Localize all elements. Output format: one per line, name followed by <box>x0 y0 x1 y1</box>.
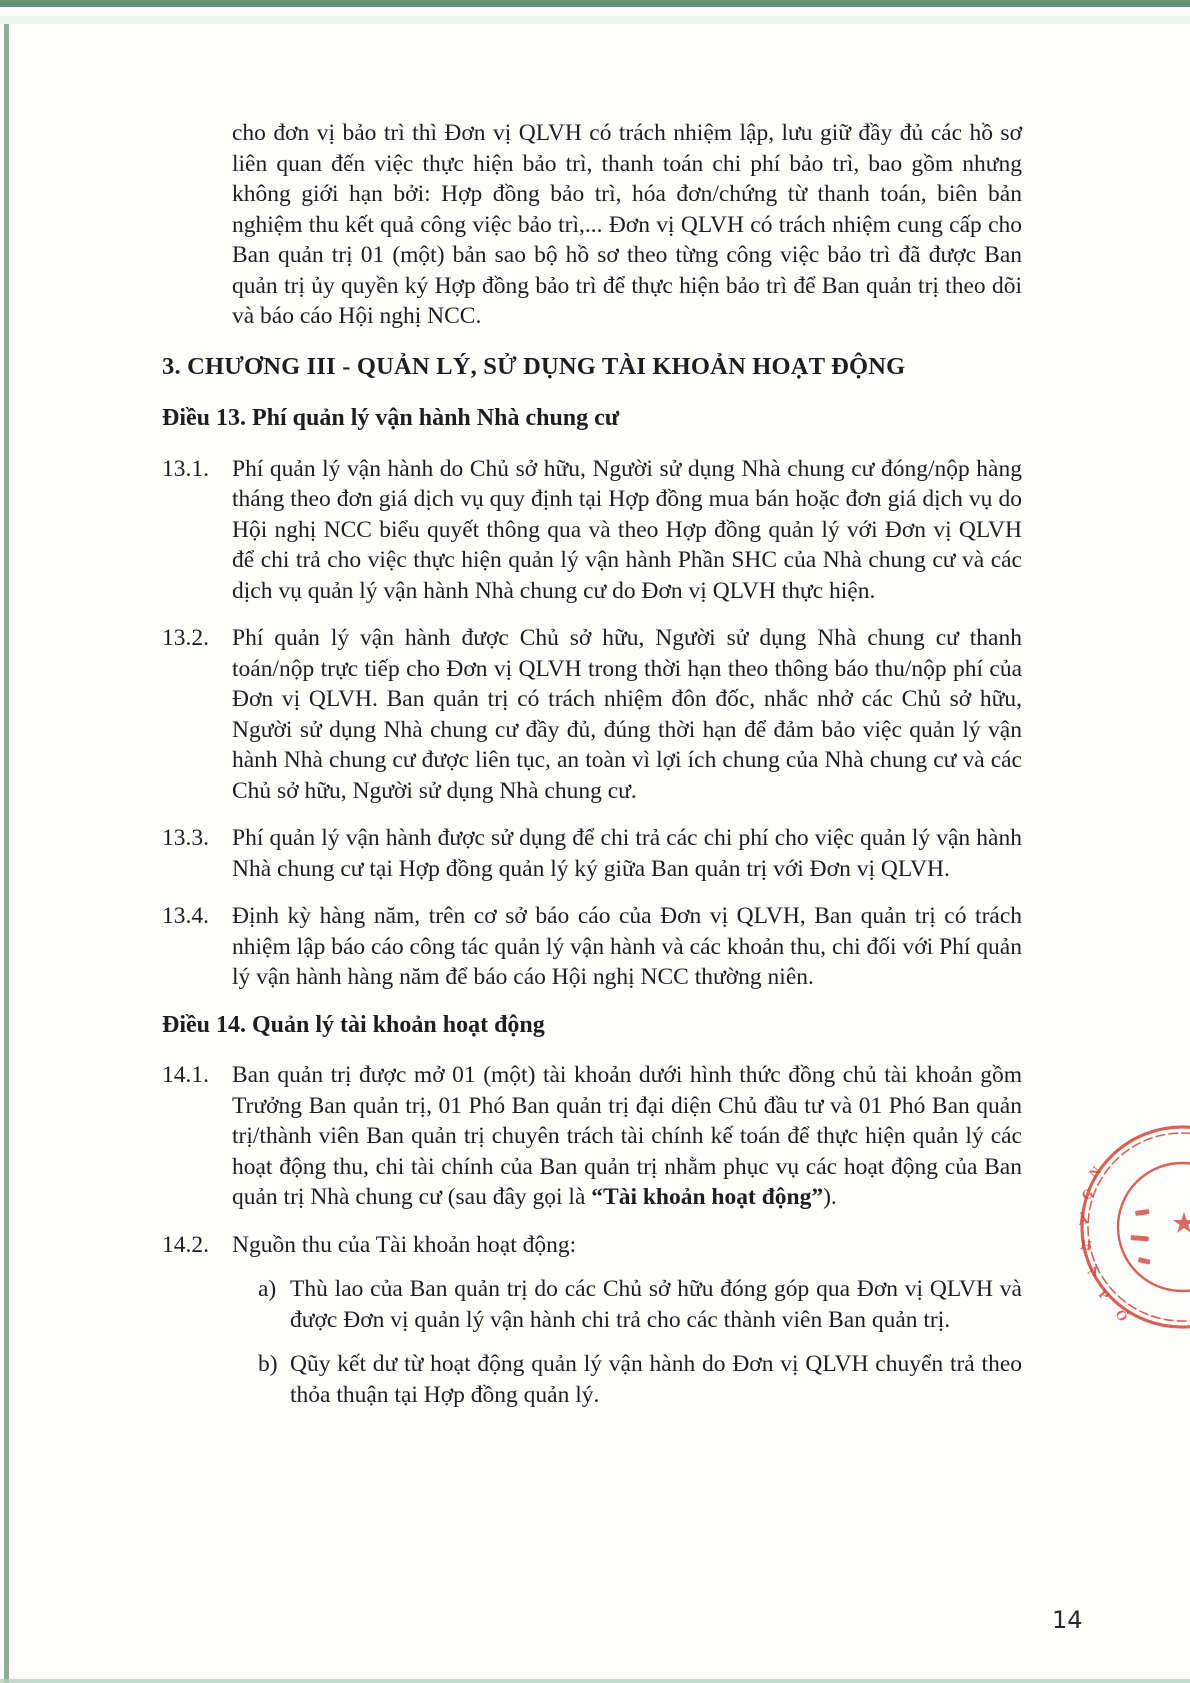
item-number: 14.2. <box>162 1231 209 1258</box>
item-text: Nguồn thu của Tài khoản hoạt động: <box>232 1231 577 1258</box>
item-number: 14.1. <box>162 1062 209 1088</box>
sub-item-label: b) <box>258 1351 278 1377</box>
svg-text:P: P <box>1095 1287 1112 1304</box>
document-body <box>162 118 1022 1427</box>
sub-item-text: Qũy kết dư từ hoạt động quản lý vận hành do Đơn vị QLVH chuyển trả theo thỏa thuận tại Hợp đồng quản lý. <box>290 1351 1022 1408</box>
article-item-13-1 <box>162 454 1022 607</box>
item-text <box>232 1060 1022 1213</box>
scan-artifact-band <box>0 16 1190 24</box>
sub-item-b <box>258 1349 1022 1410</box>
indent-spacer <box>162 1260 232 1410</box>
article-item-14-2 <box>162 1230 1022 1411</box>
intro-paragraph: cho đơn vị bảo trì thì Đơn vị QLVH có trách nhiệm lập, lưu giữ đầy đủ các hồ sơ liên quan đến việc thực hiện bảo trì, thanh toán chi phí bảo trì, bao gồm nhưng không giới hạn bởi: Hợp đồng bảo trì, hóa đơn/chứng từ thanh toán, biên bản nghiệm thu kết quả công việc bảo trì,... Đơn vị QLVH có trách nhiệm cung cấp cho Ban quản trị 01 (một) bản sao bộ hồ sơ theo từng công việc bảo trì đã được Ban quản trị ủy quyền ký Hợp đồng bảo trì để thực hiện bảo trì để Ban quản trị theo dõi và báo cáo Hội nghị NCC. <box>232 120 1022 329</box>
svg-text:H: H <box>1079 1238 1093 1255</box>
article-14-heading: Điều 14. Quản lý tài khoản hoạt động <box>162 1011 545 1038</box>
item-number: 13.2. <box>162 625 209 651</box>
page-number: 14 <box>1052 1606 1083 1634</box>
svg-text:À: À <box>1085 1263 1101 1282</box>
item-text-normal: ). <box>823 1184 837 1210</box>
svg-text:Â: Â <box>1076 1212 1090 1229</box>
item-number: 13.3. <box>162 825 209 851</box>
green-top-border <box>0 0 1190 7</box>
item-text: Phí quản lý vận hành được Chủ sở hữu, Người sử dụng Nhà chung cư thanh toán/nộp trực tiếp cho Đơn vị QLVH trong thời hạn theo thông báo thu/nộp phí của Đơn vị QLVH. Ban quản trị có trách nhiệm đôn đốc, nhắc nhở các Chủ sở hữu, Người sử dụng Nhà chung cư đầy đủ, đúng thời hạn để đảm bảo việc quản lý vận hành Nhà chung cư được liên tục, an toàn vì lợi ích chung của Nhà chung cư và các Chủ sở hữu, Người sử dụng Nhà chung cư. <box>232 625 1022 804</box>
item-text: Định kỳ hàng năm, trên cơ sở báo cáo của Đơn vị QLVH, Ban quản trị có trách nhiệm lập báo cáo công tác quản lý vận hành và các khoản thu, chi đối với Phí quản lý vận hành hàng năm để báo cáo Hội nghị NCC thường niên. <box>232 903 1022 990</box>
chapter-heading: 3. CHƯƠNG III - QUẢN LÝ, SỬ DỤNG TÀI KHOẢN HOẠT ĐỘNG <box>162 352 906 380</box>
svg-text:Ố: Ố <box>1111 1307 1130 1325</box>
item-number: 13.4. <box>162 903 209 929</box>
item-text: Phí quản lý vận hành do Chủ sở hữu, Người sử dụng Nhà chung cư đóng/nộp hàng tháng theo đơn giá dịch vụ quy định tại Hợp đồng mua bán hoặc đơn giá dịch vụ do Hội nghị NCC biểu quyết thông qua và theo Hợp đồng quản lý với Đơn vị QLVH để chi trả cho việc thực hiện quản lý vận hành Phần SHC của Nhà chung cư và các dịch vụ quản lý vận hành Nhà chung cư do Đơn vị QLVH thực hiện. <box>232 455 1022 604</box>
article-item-14-1 <box>162 1060 1022 1213</box>
green-left-border <box>4 24 9 1683</box>
red-seal-icon <box>1065 1115 1190 1340</box>
svg-text:G: G <box>1079 1186 1097 1205</box>
sub-item-text: Thù lao của Ban quản trị do các Chủ sở hữu đóng góp qua Đơn vị QLVH và được Đơn vị quản lý vận hành chi trả cho các thành viên Ban quản trị. <box>290 1276 1022 1333</box>
article-item-13-4 <box>162 901 1022 993</box>
green-bottom-border <box>0 1679 1190 1683</box>
item-number: 13.1. <box>162 455 209 482</box>
item-text-bold: “Tài khoản hoạt động” <box>591 1184 824 1210</box>
sub-item-a <box>258 1274 1022 1335</box>
item-text: Phí quản lý vận hành được sử dụng để chi trả các chi phí cho việc quản lý vận hành Nhà chung cư tại Hợp đồng quản lý ký giữa Ban quản trị với Đơn vị QLVH. <box>232 825 1022 882</box>
article-item-13-2 <box>162 623 1022 806</box>
article-item-13-3 <box>162 823 1022 884</box>
svg-text:N: N <box>1086 1164 1105 1182</box>
item-text-normal: Ban quản trị được mở 01 (một) tài khoản dưới hình thức đồng chủ tài khoản gồm Trưởng Ban quản trị, 01 Phó Ban quản trị đại diện Chủ đầu tư và 01 Phó Ban quản trị/thành viên Ban quản trị chuyên trách tài chính kế toán để thực hiện quản lý các hoạt động thu, chi tài chính của Ban quản trị nhằm phục vụ các hoạt động của Ban quản trị Nhà chung cư (sau đây gọi là <box>232 1062 1022 1210</box>
article-13-heading: Điều 13. Phí quản lý vận hành Nhà chung cư <box>162 405 620 431</box>
sub-item-label: a) <box>258 1276 277 1302</box>
